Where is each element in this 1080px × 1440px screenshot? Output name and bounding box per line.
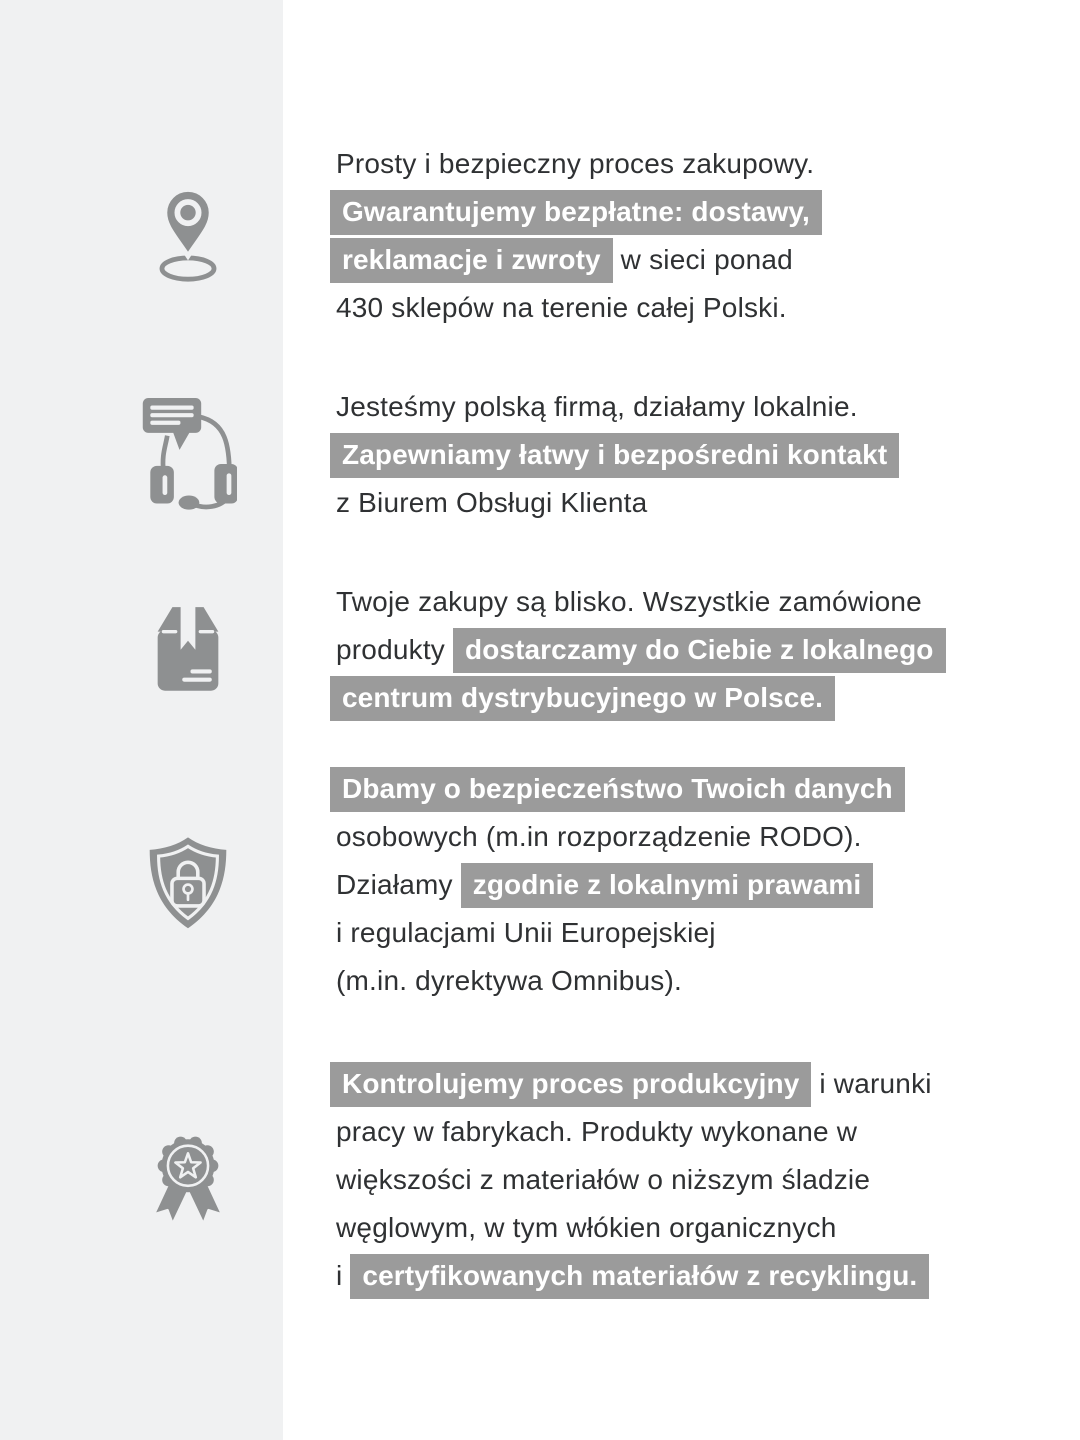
info-section — [0, 1060, 1080, 1300]
icon-wrap — [147, 600, 229, 696]
shield-lock-icon — [139, 828, 237, 938]
text-block — [283, 578, 946, 722]
highlighted-text-segment: dostarczamy do Ciebie z lokalnego — [453, 628, 946, 673]
icon-cell — [0, 578, 283, 722]
icon-wrap — [135, 1121, 241, 1235]
icon-cell — [0, 383, 283, 527]
highlighted-text-segment: Zapewniamy łatwy i bezpośredni kontakt — [330, 433, 899, 478]
text-segment: produkty — [336, 634, 453, 665]
highlighted-text-segment: reklamacje i zwroty — [330, 238, 613, 283]
text-segment: i — [336, 1260, 351, 1291]
text-segment: Jesteśmy polską firmą, działamy lokalnie. — [336, 391, 858, 422]
highlighted-text-segment: Dbamy o bezpieczeństwo Twoich danych — [330, 767, 905, 812]
text-line — [330, 188, 822, 236]
text-segment: w sieci ponad — [612, 244, 793, 275]
text-block — [283, 1060, 932, 1300]
headset-chat-icon — [139, 394, 237, 512]
location-pin-icon — [157, 180, 219, 288]
highlighted-text-segment: certyfikowanych materiałów z recyklingu. — [350, 1254, 929, 1299]
text-line — [330, 431, 899, 479]
text-line — [330, 578, 946, 626]
icon-wrap — [157, 180, 219, 288]
info-section — [0, 383, 1080, 527]
text-block — [283, 383, 899, 527]
highlighted-text-segment: Kontrolujemy proces produkcyjny — [330, 1062, 811, 1107]
highlighted-text-segment: zgodnie z lokalnymi prawami — [461, 863, 874, 908]
text-segment: i regulacjami Unii Europejskiej — [336, 917, 716, 948]
text-segment: pracy w fabrykach. Produkty wykonane w — [336, 1116, 858, 1147]
text-line — [330, 479, 899, 527]
text-segment: większości z materiałów o niższym śladzie — [336, 1164, 871, 1195]
icon-cell — [0, 1060, 283, 1300]
info-section — [0, 140, 1080, 332]
text-block — [283, 765, 905, 1005]
icon-wrap — [139, 394, 237, 512]
text-line — [330, 1060, 932, 1108]
text-segment: osobowych (m.in rozporządzenie RODO). — [336, 821, 862, 852]
text-segment: węglowym, w tym włókien organicznych — [336, 1212, 837, 1243]
text-segment: (m.in. dyrektywa Omnibus). — [336, 965, 682, 996]
icon-cell — [0, 140, 283, 332]
highlighted-text-segment: centrum dystrybucyjnego w Polsce. — [330, 676, 835, 721]
text-line — [330, 626, 946, 674]
text-line — [330, 909, 905, 957]
text-line — [330, 140, 822, 188]
text-segment: 430 sklepów na terenie całej Polski. — [336, 292, 787, 323]
text-line — [330, 957, 905, 1005]
text-line — [330, 674, 946, 722]
highlighted-text-segment: Gwarantujemy bezpłatne: dostawy, — [330, 190, 822, 235]
package-box-icon — [147, 600, 229, 696]
info-section — [0, 578, 1080, 722]
text-line — [330, 1252, 932, 1300]
text-line — [330, 1108, 932, 1156]
text-line — [330, 861, 905, 909]
info-section — [0, 765, 1080, 1005]
text-line — [330, 236, 822, 284]
text-segment: Twoje zakupy są blisko. Wszystkie zamówione — [336, 586, 922, 617]
text-line — [330, 1204, 932, 1252]
text-line — [330, 383, 899, 431]
text-line — [330, 765, 905, 813]
text-line — [330, 284, 822, 332]
award-badge-icon — [135, 1121, 241, 1235]
text-line — [330, 1156, 932, 1204]
text-segment: i warunki — [811, 1068, 932, 1099]
icon-wrap — [139, 828, 237, 938]
text-segment: z Biurem Obsługi Klienta — [336, 487, 648, 518]
text-block — [283, 140, 822, 332]
text-segment: Prosty i bezpieczny proces zakupowy. — [336, 148, 815, 179]
text-line — [330, 813, 905, 861]
text-segment: Działamy — [336, 869, 461, 900]
icon-cell — [0, 765, 283, 1005]
